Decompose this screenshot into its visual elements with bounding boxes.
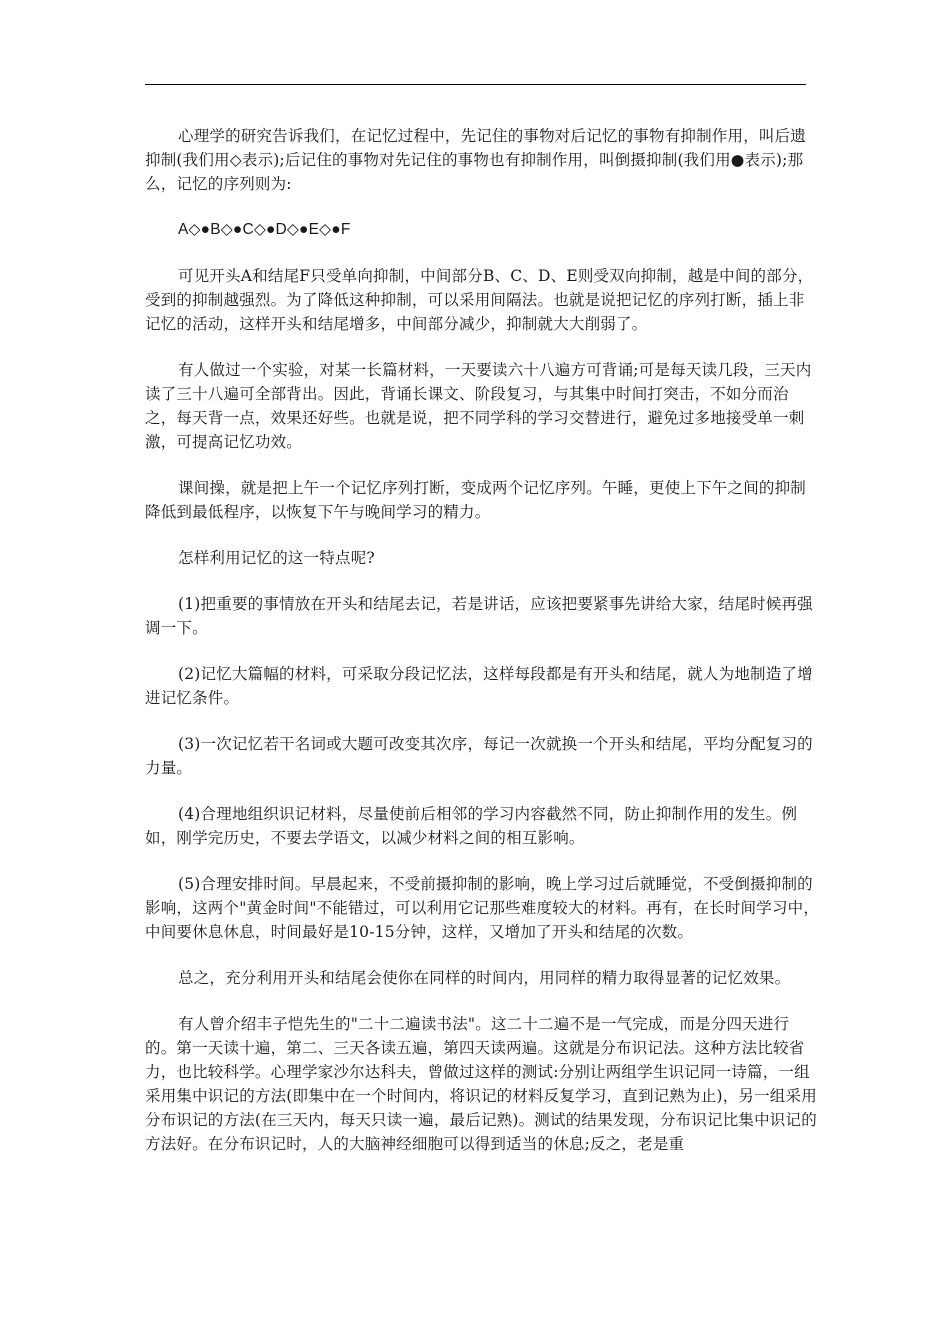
paragraph-distributed-learning: 有人曾介绍丰子恺先生的"二十二遍读书法"。这二十二遍不是一气完成，而是分四天进行的。第一天读十遍，第二、三天各读五遍，第四天读两遍。这就是分布识记法。这种方法比较省力，也比较科学。心理学家沙尔达科夫，曾做过这样的测试:分别让两组学生识记同一诗篇，一组采用集中识记的方法(即集中在一个时间内，将识记的材料反复学习，直到记熟为止)，另一组采用分布识记的方法(在三天内，每天只读一遍，最后记熟)。测试的结果发现，分布识记比集中识记的方法好。在分布识记时，人的大脑神经细胞可以得到适当的休息;反之，老是重 bbox=[145, 1015, 817, 1153]
paragraph-tip-1: (1)把重要的事情放在开头和结尾去记，若是讲话，应该把要紧事先讲给大家，结尾时候再强调一下。 bbox=[145, 595, 813, 637]
paragraph-tip-4: (4)合理地组织识记材料，尽量使前后相邻的学习内容截然不同，防止抑制作用的发生。例如，刚学完历史，不要去学语文，以减少材料之间的相互影响。 bbox=[145, 805, 798, 847]
paragraph-tip-2: (2)记忆大篇幅的材料，可采取分段记忆法，这样每段都是有开头和结尾，就人为地制造了增进记忆条件。 bbox=[145, 665, 813, 707]
paragraph-question: 怎样利用记忆的这一特点呢? bbox=[178, 549, 375, 567]
paragraph-intro: 心理学的研究告诉我们，在记忆过程中，先记住的事物对后记忆的事物有抑制作用，叫后遗抑制(我们用◇表示);后记住的事物对先记住的事物也有抑制作用，叫倒摄抑制(我们用●表示);那么，记忆的序列则为: bbox=[145, 127, 807, 193]
header-rule bbox=[145, 84, 806, 85]
paragraph-break-exercise: 课间操，就是把上午一个记忆序列打断，变成两个记忆序列。午睡，更使上下午之间的抑制降低到最低程序，以恢复下午与晚间学习的精力。 bbox=[145, 479, 807, 521]
paragraph-inhibition: 可见开头A和结尾F只受单向抑制，中间部分B、C、D、E则受双向抑制，越是中间的部分，受到的抑制越强烈。为了降低这种抑制，可以采用间隔法。也就是说把记忆的序列打断，插上非记忆的活动，这样开头和结尾增多，中间部分减少，抑制就大大削弱了。 bbox=[145, 267, 814, 333]
document-body bbox=[145, 124, 820, 1178]
paragraph-summary: 总之，充分利用开头和结尾会使你在同样的时间内，用同样的精力取得显著的记忆效果。 bbox=[178, 969, 791, 987]
paragraph-experiment: 有人做过一个实验，对某一长篇材料，一天要读六十八遍方可背诵;可是每天读几段，三天内读了三十八遍可全部背出。因此，背诵长课文、阶段复习，与其集中时间打突击，不如分而治之，每天背一点，效果还好些。也就是说，把不同学科的学习交替进行，避免过多地接受单一刺激，可提高记忆功效。 bbox=[145, 361, 812, 451]
paragraph-tip-3: (3)一次记忆若干名词或大题可改变其次序，每记一次就换一个开头和结尾，平均分配复习的力量。 bbox=[145, 735, 813, 777]
paragraph-tip-5: (5)合理安排时间。早晨起来，不受前摄抑制的影响，晚上学习过后就睡觉，不受倒摄抑制的影响，这两个"黄金时间"不能错过，可以利用它记那些难度较大的材料。再有，在长时间学习中，中间要休息休息，时间最好是10-15分钟，这样，又增加了开头和结尾的次数。 bbox=[145, 875, 820, 941]
paragraph-sequence: A◇●B◇●C◇●D◇●E◇●F bbox=[178, 221, 351, 238]
